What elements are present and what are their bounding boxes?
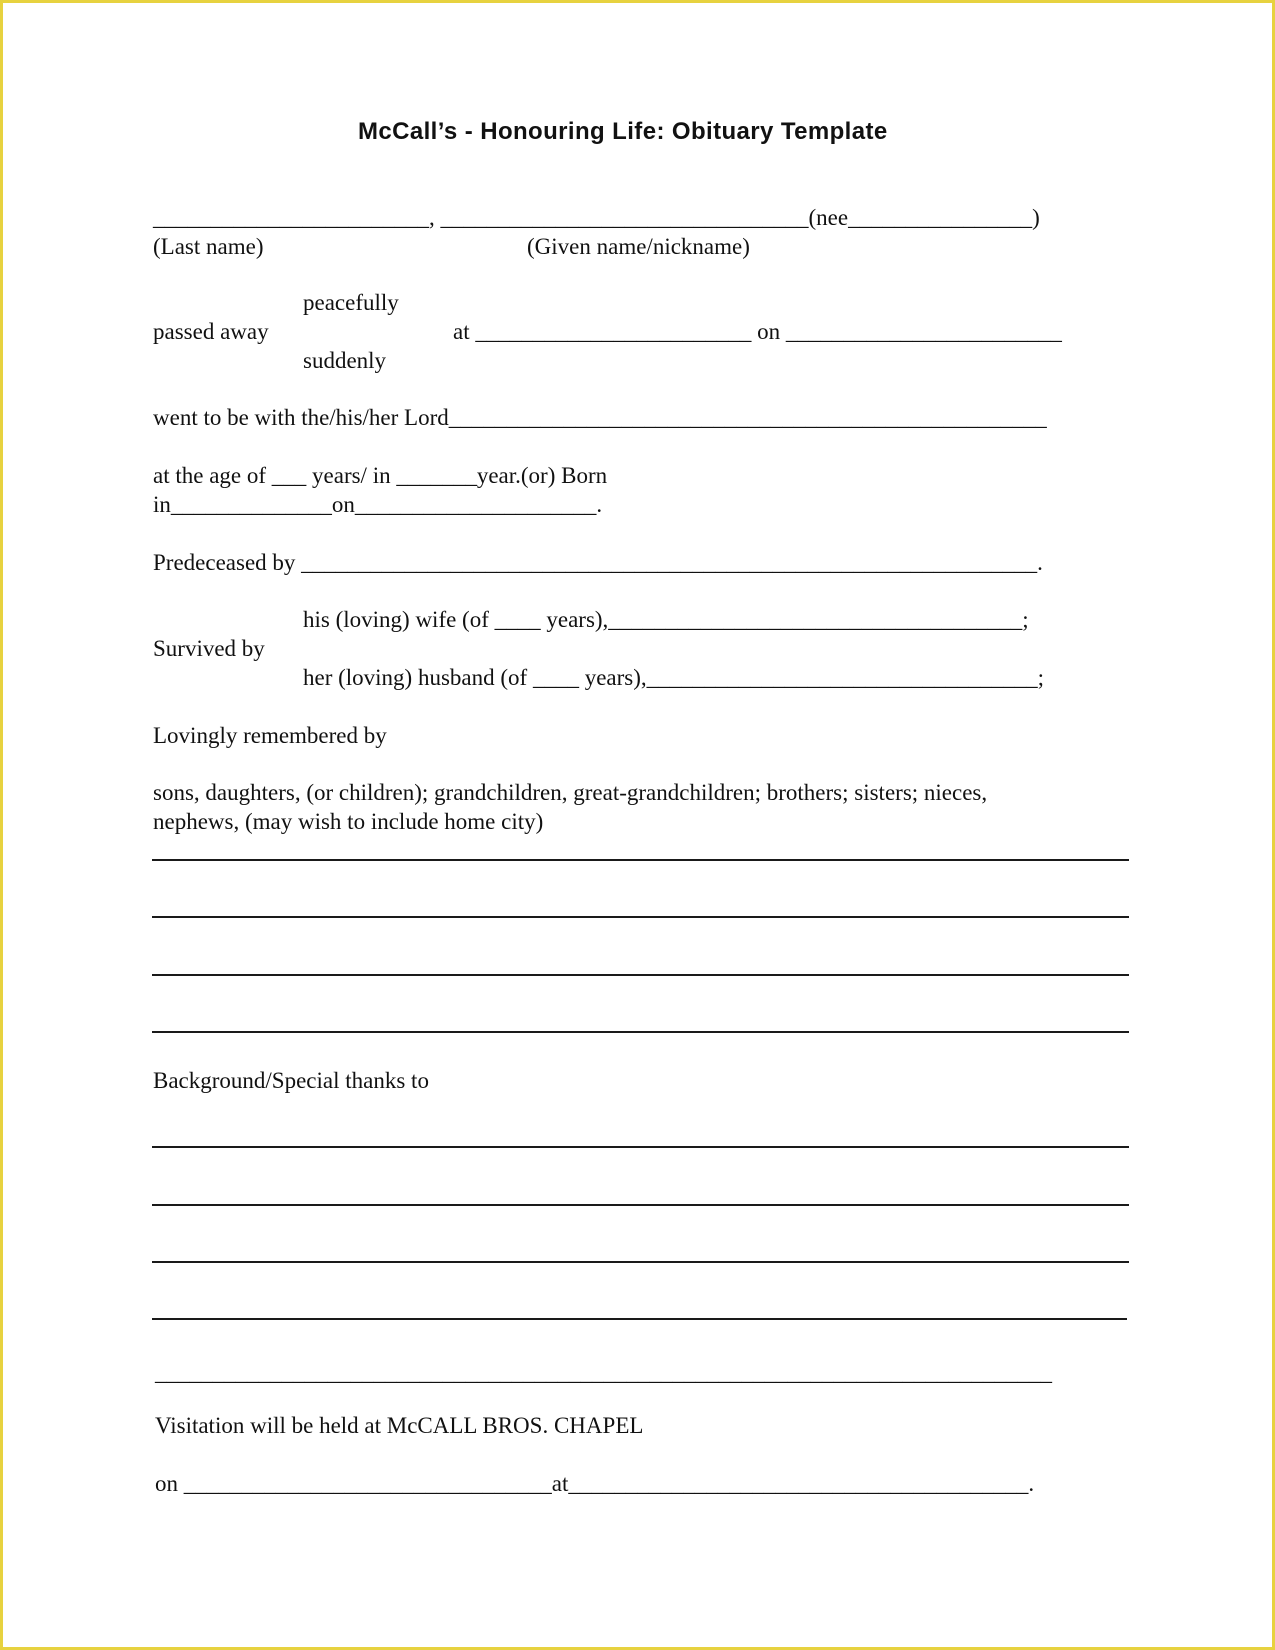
visitation-on-at-line[interactable]: on ________________________________at________________________________________. <box>155 1471 1035 1496</box>
passed-at-on-line[interactable]: at ________________________ on ________________________ <box>453 319 1062 344</box>
relatives-fill-rule-3[interactable] <box>152 974 1129 976</box>
option-suddenly: suddenly <box>303 348 387 373</box>
relatives-fill-rule-4[interactable] <box>152 1031 1129 1033</box>
background-fill-rule-2[interactable] <box>152 1204 1129 1206</box>
relatives-line-1: sons, daughters, (or children); grandchildren, great-grandchildren; brothers; sisters; nieces, <box>153 780 988 805</box>
background-thanks-label: Background/Special thanks to <box>153 1068 429 1093</box>
relatives-line-2: nephews, (may wish to include home city) <box>153 809 544 834</box>
given-name-label: (Given name/nickname) <box>527 234 750 259</box>
lord-line[interactable]: went to be with the/his/her Lord____________________________________________________ <box>153 405 1047 430</box>
visitation-text: Visitation will be held at McCALL BROS. CHAPEL <box>155 1413 644 1438</box>
survived-by-label: Survived by <box>153 636 265 661</box>
relatives-fill-rule-1[interactable] <box>152 859 1129 861</box>
background-fill-rule-4[interactable] <box>152 1318 1127 1320</box>
husband-line[interactable]: her (loving) husband (of ____ years),__________________________________; <box>303 665 1045 690</box>
background-fill-rule-1[interactable] <box>152 1146 1129 1148</box>
born-line[interactable]: in______________on_____________________. <box>153 492 603 517</box>
wife-line[interactable]: his (loving) wife (of ____ years),____________________________________; <box>303 607 1029 632</box>
name-fill-line[interactable]: ________________________, ________________________________(nee________________) <box>153 205 1040 230</box>
final-fill-line[interactable]: ______________________________________________________________________________ <box>155 1360 1052 1385</box>
relatives-fill-rule-2[interactable] <box>152 916 1129 918</box>
lovingly-remembered-label: Lovingly remembered by <box>153 723 387 748</box>
passed-away-label: passed away <box>153 319 269 344</box>
predeceased-line[interactable]: Predeceased by ________________________________________________________________. <box>153 550 1043 575</box>
age-line[interactable]: at the age of ___ years/ in _______year.(or) Born <box>153 463 608 488</box>
last-name-label: (Last name) <box>153 234 264 259</box>
page-title: McCall’s - Honouring Life: Obituary Template <box>358 118 888 145</box>
background-fill-rule-3[interactable] <box>152 1261 1129 1263</box>
option-peacefully: peacefully <box>303 290 399 315</box>
